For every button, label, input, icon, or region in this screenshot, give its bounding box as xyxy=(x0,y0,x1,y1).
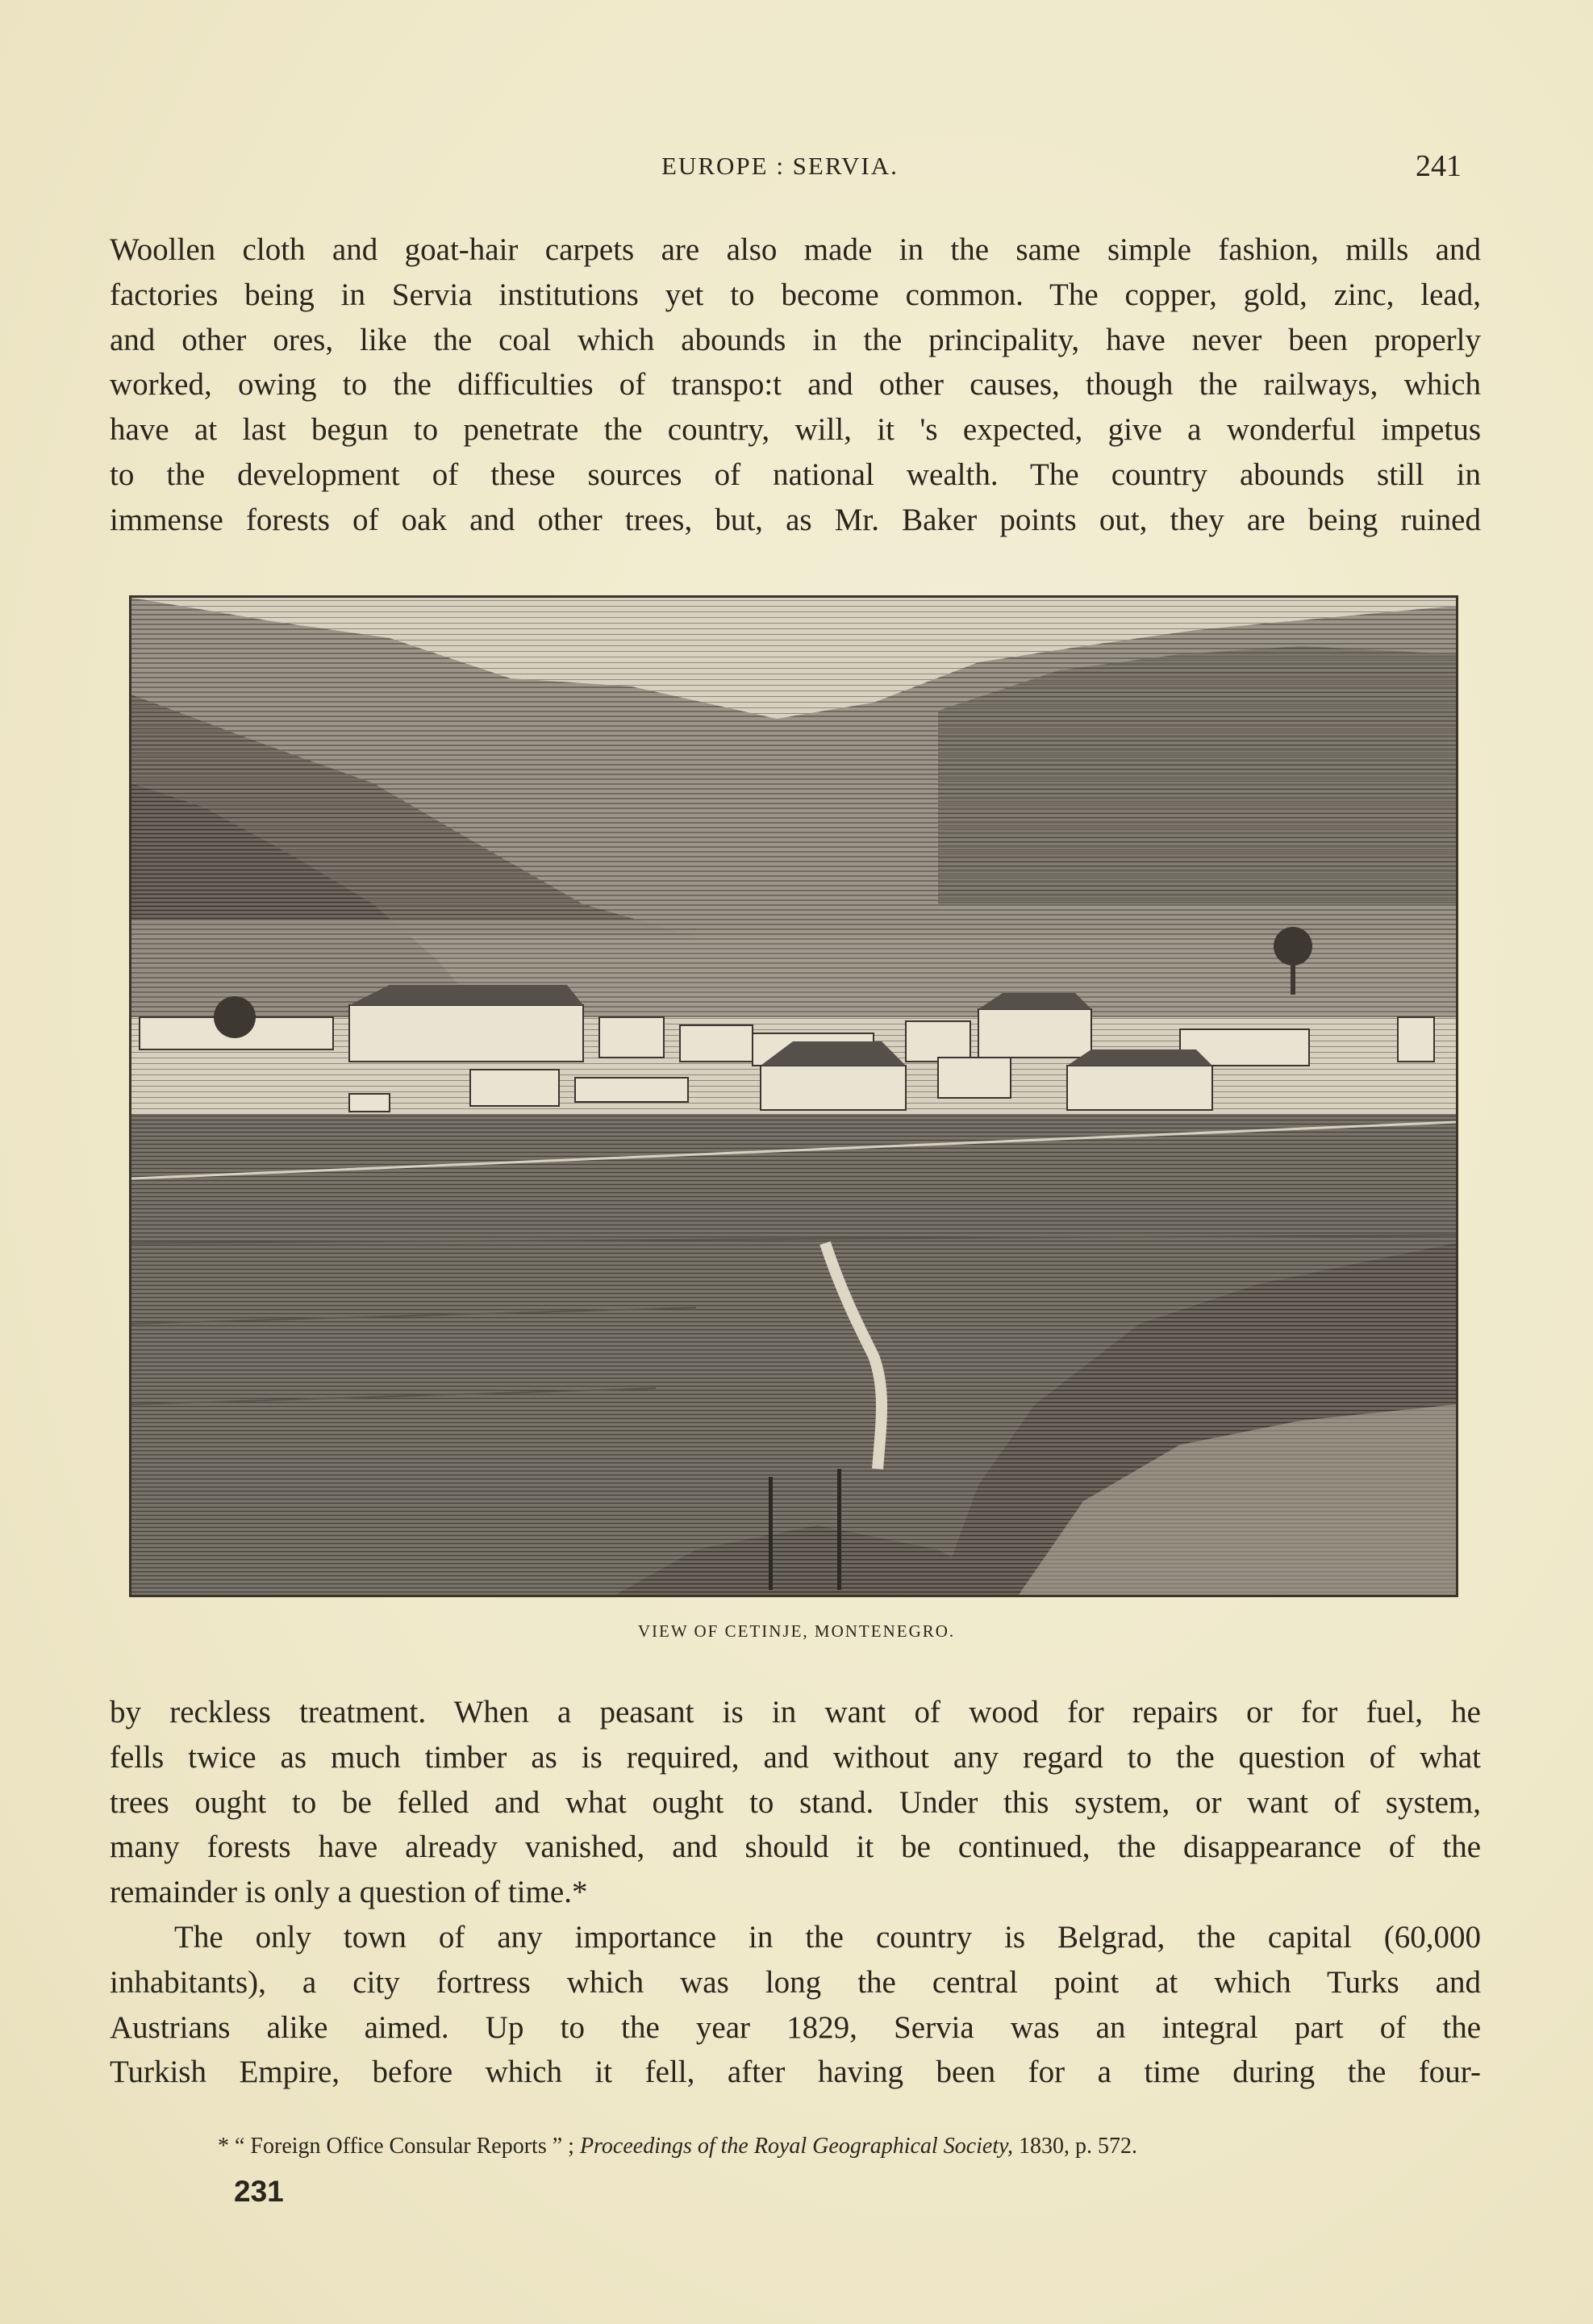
text-line: to the development of these sources of national wealth. The country abounds still in xyxy=(110,457,1481,492)
text-line: many forests have already vanished, and should it be continued, the disappearance of the xyxy=(110,1830,1481,1865)
paragraph-bottom xyxy=(110,1690,1481,2095)
text-line: Woollen cloth and goat-hair carpets are also made in the same simple fashion, mills and xyxy=(110,232,1481,267)
footnote-prefix: * “ Foreign Office Consular Reports ” ; xyxy=(218,2134,580,2159)
signature-mark: 231 xyxy=(234,2175,284,2208)
footnote-suffix: 1830, p. 572. xyxy=(1013,2134,1137,2159)
text-line: and other ores, like the coal which abounds in the principality, have never been properly xyxy=(110,322,1481,357)
text-line: remainder is only a question of time.* xyxy=(110,1875,588,1910)
figure-caption: VIEW OF CETINJE, MONTENEGRO. xyxy=(637,1621,956,1641)
text-line: Turkish Empire, before which it fell, after having been for a time during the four- xyxy=(110,2055,1481,2090)
text-line: by reckless treatment. When a peasant is in want of wood for repairs or for fuel, he xyxy=(110,1695,1481,1729)
text-line: have at last begun to penetrate the country, will, it 's expected, give a wonderful impetus xyxy=(110,412,1481,448)
engraving-illustration xyxy=(129,595,1458,1597)
text-line: inhabitants), a city fortress which was long the central point at which Turks and xyxy=(110,1964,1481,2000)
paragraph-top xyxy=(110,227,1481,543)
running-title: EUROPE : SERVIA. xyxy=(661,152,899,180)
running-head xyxy=(0,149,1593,192)
text-line: The only town of any importance in the country is Belgrad, the capital (60,000 xyxy=(174,1919,1481,1955)
text-line: Austrians alike aimed. Up to the year 1829, Servia was an integral part of the xyxy=(110,2009,1481,2045)
text-line: immense forests of oak and other trees, but, as Mr. Baker points out, they are being ruined xyxy=(110,502,1481,537)
page-number: 241 xyxy=(1416,149,1462,183)
text-line: factories being in Servia institutions yet to become common. The copper, gold, zinc, lead, xyxy=(110,277,1481,312)
text-line: fells twice as much timber as is required, and without any regard to the question of what xyxy=(110,1739,1481,1775)
text-line: worked, owing to the difficulties of transpo:t and other causes, though the railways, which xyxy=(110,367,1481,403)
footnote-journal: Proceedings of the Royal Geographical Society, xyxy=(579,2134,1013,2159)
text-line: trees ought to be felled and what ought to stand. Under this system, or want of system, xyxy=(110,1784,1481,1820)
footnote xyxy=(218,2134,1137,2159)
